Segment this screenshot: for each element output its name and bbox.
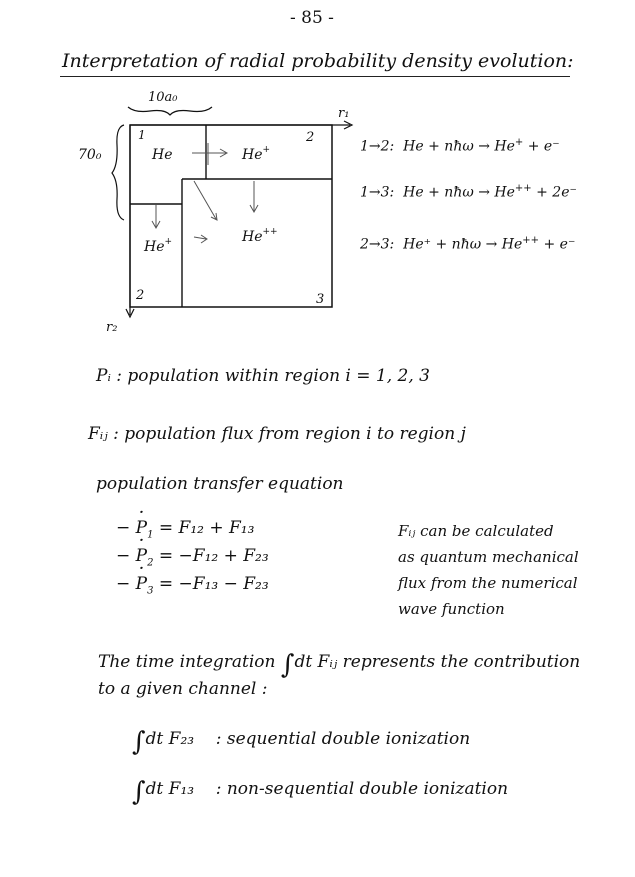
note-line-4: wave function	[398, 600, 505, 618]
population-definition: Pᵢ : population within region i = 1, 2, 3	[96, 366, 430, 386]
arrow-1-to-3-diag	[194, 181, 217, 220]
width-brace	[128, 107, 212, 115]
integral-sign: ∫	[132, 777, 146, 807]
transfer-equation-heading: population transfer equation	[96, 474, 344, 494]
note-line-3: flux from the numerical	[398, 574, 578, 592]
sequential-channel: ∫dt F₂₃ : sequential double ionization	[132, 727, 471, 757]
integration-line-2: to a given channel :	[98, 679, 268, 699]
axis-r2-label: r₂	[106, 320, 118, 335]
flux-definition: Fᵢⱼ : population flux from region i to region j	[88, 424, 466, 444]
reaction-1-to-3: 1→3: He + nħω → He++ + 2e⁻	[360, 183, 577, 201]
label-he-plus-left: He+	[144, 237, 173, 255]
integral-sign: ∫	[280, 650, 295, 680]
heading-underline	[60, 76, 570, 77]
width-label: 10a₀	[148, 90, 178, 105]
arrow-1-to-2	[192, 149, 227, 157]
arrow-2-to-3-top	[250, 181, 258, 212]
region-diagram	[70, 85, 360, 340]
arrow-2-to-3-left	[194, 235, 207, 243]
page-number: - 85 -	[290, 8, 334, 28]
height-brace	[112, 125, 124, 220]
page-heading: Interpretation of radial probability density evolution:	[62, 50, 574, 72]
reaction-1-to-2: 1→2: He + nħω → He+ + e⁻	[360, 137, 560, 155]
label-he-plus-top: He+	[242, 145, 271, 163]
region-2-number-top: 2	[306, 130, 315, 145]
region-3-number: 3	[316, 292, 325, 307]
arrow-1-to-3-left	[152, 205, 160, 228]
region-1-number: 1	[138, 128, 146, 142]
equation-3: − · $P_3 = -F_{13} - F_{23}$	[116, 574, 269, 596]
region-2-number-left: 2	[136, 288, 145, 303]
equation-1: − · $P_1 = F_{12} + F_{13}$	[116, 518, 254, 540]
note-line-2: as quantum mechanical	[398, 548, 579, 566]
non-sequential-channel: ∫dt F₁₃ : non-sequential double ionization	[132, 777, 509, 807]
reaction-2-to-3: 2→3: He⁺ + nħω → He++ + e⁻	[360, 235, 576, 253]
integral-sign: ∫	[132, 727, 146, 757]
equation-2: − · $P_2 = -F_{12} + F_{23}$	[116, 546, 269, 568]
integration-line-1: The time integration ∫dt Fᵢⱼ represents the contribution	[98, 650, 581, 680]
label-he-pp: He++	[242, 227, 278, 245]
label-he: He	[152, 147, 173, 163]
height-label: 70₀	[78, 147, 102, 163]
axis-r1-label: r₁	[338, 106, 350, 121]
note-line-1: Fᵢⱼ can be calculated	[398, 522, 554, 540]
